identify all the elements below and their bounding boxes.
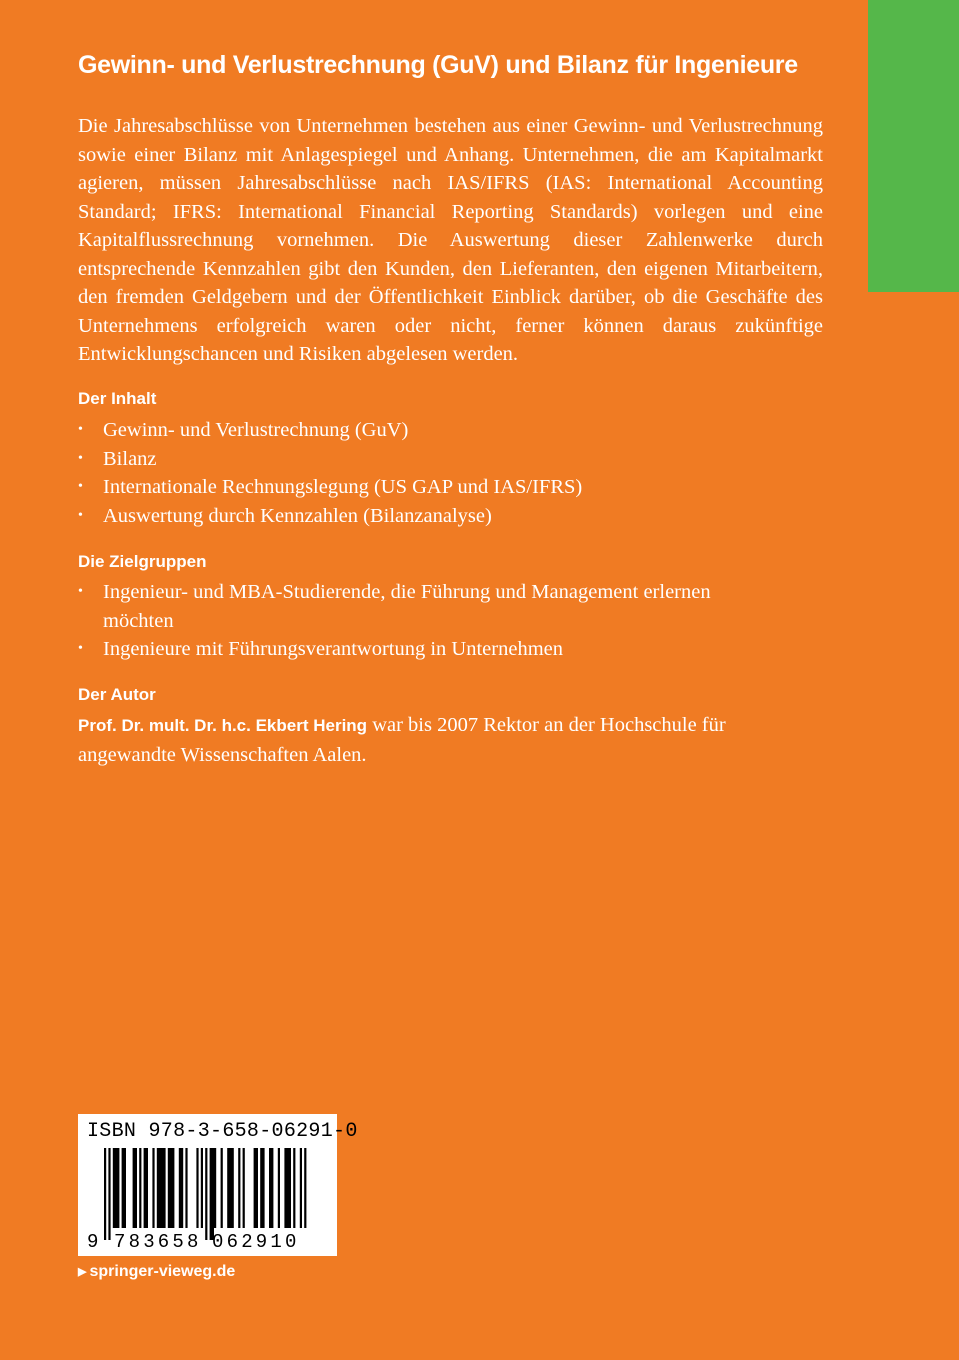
barcode-bar [185,1148,187,1228]
zielgruppen-list [78,578,738,664]
barcode-bar [201,1148,203,1228]
website-link[interactable] [78,1262,235,1283]
barcode-bar [168,1148,175,1228]
barcode-bar [157,1148,166,1228]
barcode-bar [214,1148,216,1228]
barcode-bar [227,1148,234,1228]
list-item: • Bilanz [78,445,798,474]
intro-text [78,112,823,369]
barcode-bar [152,1148,154,1228]
section-heading-zielgruppen: Die Zielgruppen [78,552,207,571]
barcode-bar [210,1148,214,1240]
list-item: • Gewinn- und Verlustrechnung (GuV) [78,416,798,445]
list-item: • Auswertung durch Kennzahlen (Bilanzanalyse) [78,502,798,531]
barcode-bar [113,1148,120,1228]
author-text: war bis 2007 Rektor an der Hochschule für angewandte Wissenschaften Aalen. [78,714,726,766]
list-item: • Ingenieure mit Führungsverantwortung in Unternehmen [78,635,738,664]
author-bio [78,711,823,769]
bullet-icon: • [78,422,83,437]
book-title: Gewinn- und Verlustrechnung (GuV) und Bilanz für Ingenieure [78,51,798,79]
barcode-bar [260,1148,264,1228]
barcode-bar [221,1148,223,1228]
barcode-bar [293,1148,295,1228]
list-item: • Ingenieur- und MBA-Studierende, die Führung und Management erlernen möchten [78,578,738,635]
barcode-bar [300,1148,302,1228]
bullet-icon: • [78,641,83,656]
section-heading-autor: Der Autor [78,685,156,704]
green-accent-tab [868,0,959,292]
barcode-bar [304,1148,306,1228]
barcode-bar [144,1148,148,1228]
arrow-right-icon: ▶ [78,1266,87,1278]
barcode-bar [269,1148,273,1228]
isbn-label: ISBN 978-3-658-06291-0 [87,1120,358,1143]
barcode-bar [243,1148,245,1228]
barcode-bar [133,1148,137,1228]
barcode-bar [196,1148,198,1228]
barcode-bar [139,1148,141,1228]
inhalt-list [78,416,798,530]
barcode-bar [122,1148,126,1228]
barcode-bar [278,1148,280,1228]
barcode-bar [104,1148,106,1240]
intro-paragraph: Die Jahresabschlüsse von Unternehmen bestehen aus einer Gewinn- und Verlustrechnung sowie einer Bilanz mit Anlagespiegel und Anhang. Unternehmen, die am Kapitalmarkt agieren, müssen Jahresabschlüsse nach IAS/IFRS (IAS: International Accounting Standard; IFRS: International Financial Reporting Standards) vorlegen und eine Kapitalflussrechnung vornehmen. Die Auswertung dieser Zahlenwerke durch entsprechende Kennzahlen gibt den Kunden, den Lieferanten, den eigenen Mitarbeitern, den fremden Geldgebern und der Öffentlichkeit Einblick darüber, ob die Geschäfte des Unternehmens erfolgreich waren oder nicht, ferner können daraus zukünftige Entwicklungschancen und Risiken abgelesen werden. [78,115,823,365]
barcode-bar [238,1148,240,1228]
barcode-bar [179,1148,183,1228]
barcode-bar [108,1148,110,1240]
barcode-digits [78,1230,337,1254]
section-heading-inhalt: Der Inhalt [78,389,157,408]
bullet-icon: • [78,507,83,523]
barcode-bar [284,1148,291,1228]
bullet-icon: • [78,450,83,466]
website-text: springer-vieweg.de [89,1263,236,1280]
barcode-digits-left: 783658 [114,1231,202,1253]
list-item: • Internationale Rechnungslegung (US GAP und IAS/IFRS) [78,473,798,502]
isbn-barcode [78,1114,358,1256]
barcode-digits-right: 062910 [212,1231,300,1253]
barcode-digit-first: 9 [87,1231,99,1253]
bullet-icon: • [78,479,83,494]
bullet-icon: • [78,584,83,599]
author-name: Prof. Dr. mult. Dr. h.c. Ekbert Hering [78,716,368,735]
barcode-bar [205,1148,207,1240]
barcode-bar [254,1148,258,1228]
